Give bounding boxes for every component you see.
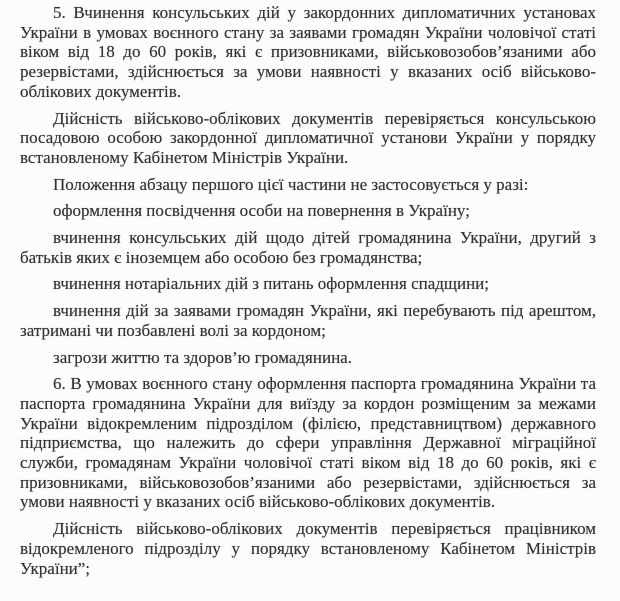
paragraph-6: 6. В умовах воєнного стану оформлення паспорта громадянина України та паспорта громадянина України для виїзду за кордон розміщеним за межами України відокремленим підрозділом (філією, представництвом) державного підприємства, що належить до сфери управління Державної міграційної служби, громадянам України чоловічої статі віком від 18 до 60 років, які є призовниками, військовозобов’язаними або резервістами, здійснюється за умови наявності у вказаних осіб військово-облікових документів. — [20, 374, 596, 512]
exception-item-life-threat: загрози життю та здоров’ю громадянина. — [53, 347, 352, 367]
paragraph-5-validity: Дійсність військово-облікових документів перевіряється консульською посадовою особою закордонної дипломатичної установи України у порядку встановленому Кабінетом Міністрів України. — [20, 108, 596, 167]
exception-item-detained: вчинення дій за заявами громадян України, які перебувають під арештом, затримані чи позбавлені волі за кордоном; — [20, 301, 596, 340]
exception-item-children: вчинення консульських дій щодо дітей громадянина України, другий з батьків яких є іноземцем або особою без громадянства; — [20, 228, 596, 267]
paragraph-5-exceptions-intro: Положення абзацу першого цієї частини не застосовується у разі: — [53, 174, 529, 194]
exception-item-notarial: вчинення нотаріальних дій з питань оформлення спадщини; — [53, 274, 490, 294]
paragraph-5: 5. Вчинення консульських дій у закордонних дипломатичних установах України в умовах воєнного стану за заявами громадян України чоловічої статі віком від 18 до 60 років, які є призовниками, військовозобов’язаними або резервістами, здійснюється за умови наявності у вказаних осіб військово-облікових документів. — [20, 3, 596, 101]
paragraph-6-validity: Дійсність військово-облікових документів перевіряється працівником відокремленого підрозділу у порядку встановленому Кабінетом Міністрів України”; — [20, 519, 596, 578]
exception-item-return-id: оформлення посвідчення особи на повернення в Україну; — [53, 201, 470, 221]
